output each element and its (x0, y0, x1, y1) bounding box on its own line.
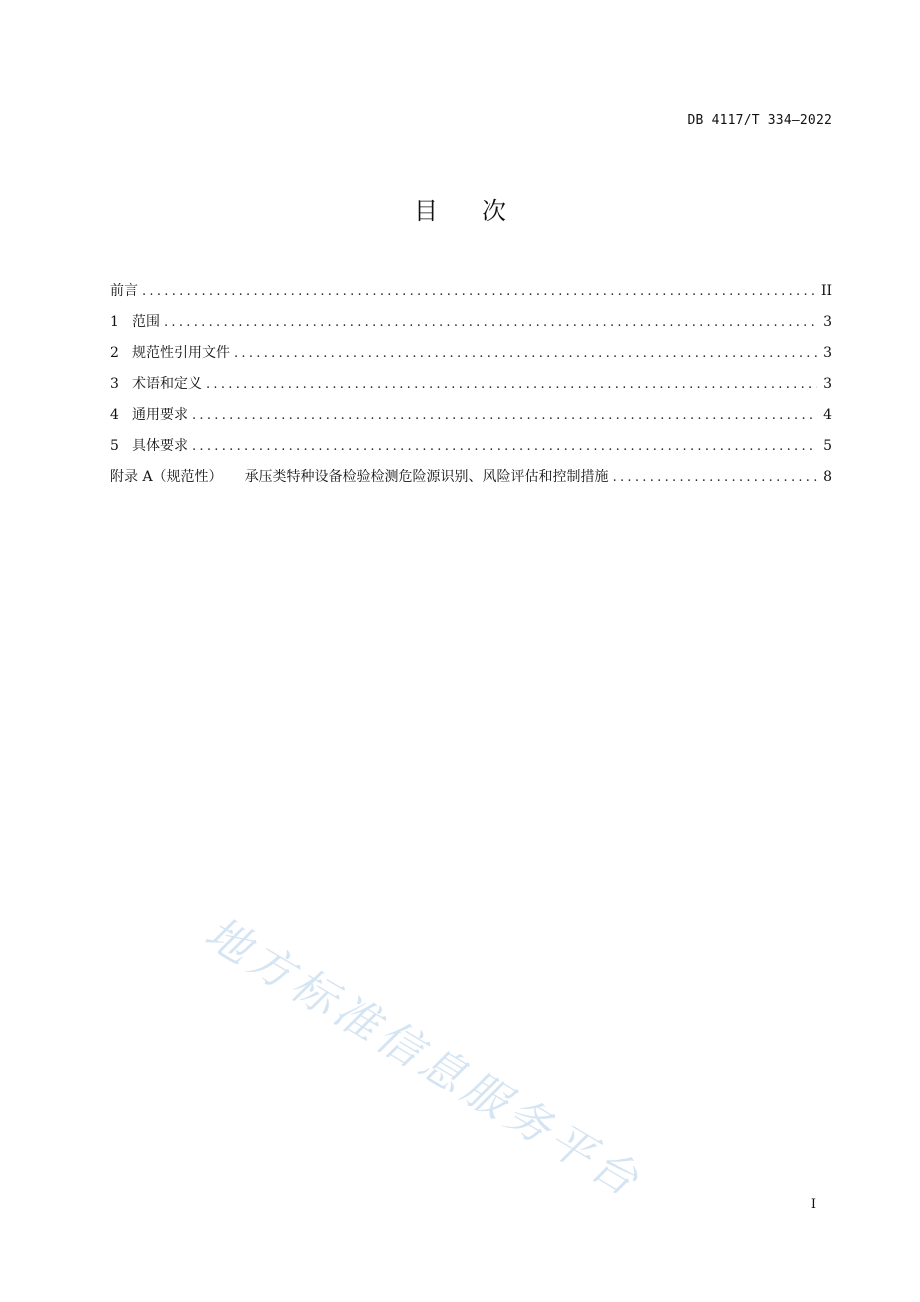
toc-entry-number: 5 (110, 438, 119, 454)
toc-entry-label: 具体要求 (132, 438, 188, 454)
toc-entry-terms-definitions[interactable] (110, 374, 832, 405)
toc-heading-char-1: 目 (414, 197, 438, 225)
toc-entry-page: 3 (823, 314, 832, 330)
watermark: 地方标准信息服务平台 (196, 907, 651, 1209)
dot-leader (613, 468, 818, 488)
toc-entry-foreword[interactable] (110, 281, 832, 312)
appendix-prefix: 附录 A（规范性） (110, 469, 223, 485)
dot-leader (206, 375, 817, 395)
toc-entry-page: 3 (823, 345, 832, 361)
toc-entry-number: 1 (110, 314, 119, 330)
toc-entry-page: 4 (823, 407, 832, 423)
dot-leader (234, 344, 817, 364)
toc-entry-specific-requirements[interactable] (110, 436, 832, 467)
toc-heading-char-2: 次 (482, 197, 506, 225)
dot-leader (192, 437, 817, 457)
dot-leader (192, 406, 817, 426)
toc-entry-page: II (820, 283, 832, 299)
toc-heading (0, 196, 920, 226)
toc-entry-label: 规范性引用文件 (132, 345, 230, 361)
toc-entry-label: 术语和定义 (132, 376, 202, 392)
toc-entry-label: 前言 (110, 283, 138, 299)
toc-entry-number: 2 (110, 345, 119, 361)
toc-entry-number: 4 (110, 407, 119, 423)
toc-entry-page: 3 (823, 376, 832, 392)
toc-entry-general-requirements[interactable] (110, 405, 832, 436)
appendix-title: 承压类特种设备检验检测危险源识别、风险评估和控制措施 (244, 469, 609, 485)
page-number: I (810, 1197, 816, 1212)
dot-leader (142, 282, 815, 302)
toc-entry-label: 通用要求 (132, 407, 188, 423)
toc-entry-scope[interactable] (110, 312, 832, 343)
toc-entry-normative-references[interactable] (110, 343, 832, 374)
toc-entry-page: 8 (823, 469, 832, 485)
toc-entry-label: 范围 (132, 314, 160, 330)
dot-leader (164, 313, 817, 333)
toc-entry-label (110, 467, 609, 487)
document-code: DB 4117/T 334—2022 (687, 113, 832, 128)
table-of-contents (110, 281, 832, 498)
toc-entry-page: 5 (823, 438, 832, 454)
toc-entry-number: 3 (110, 376, 119, 392)
toc-entry-appendix-a[interactable] (110, 467, 832, 498)
